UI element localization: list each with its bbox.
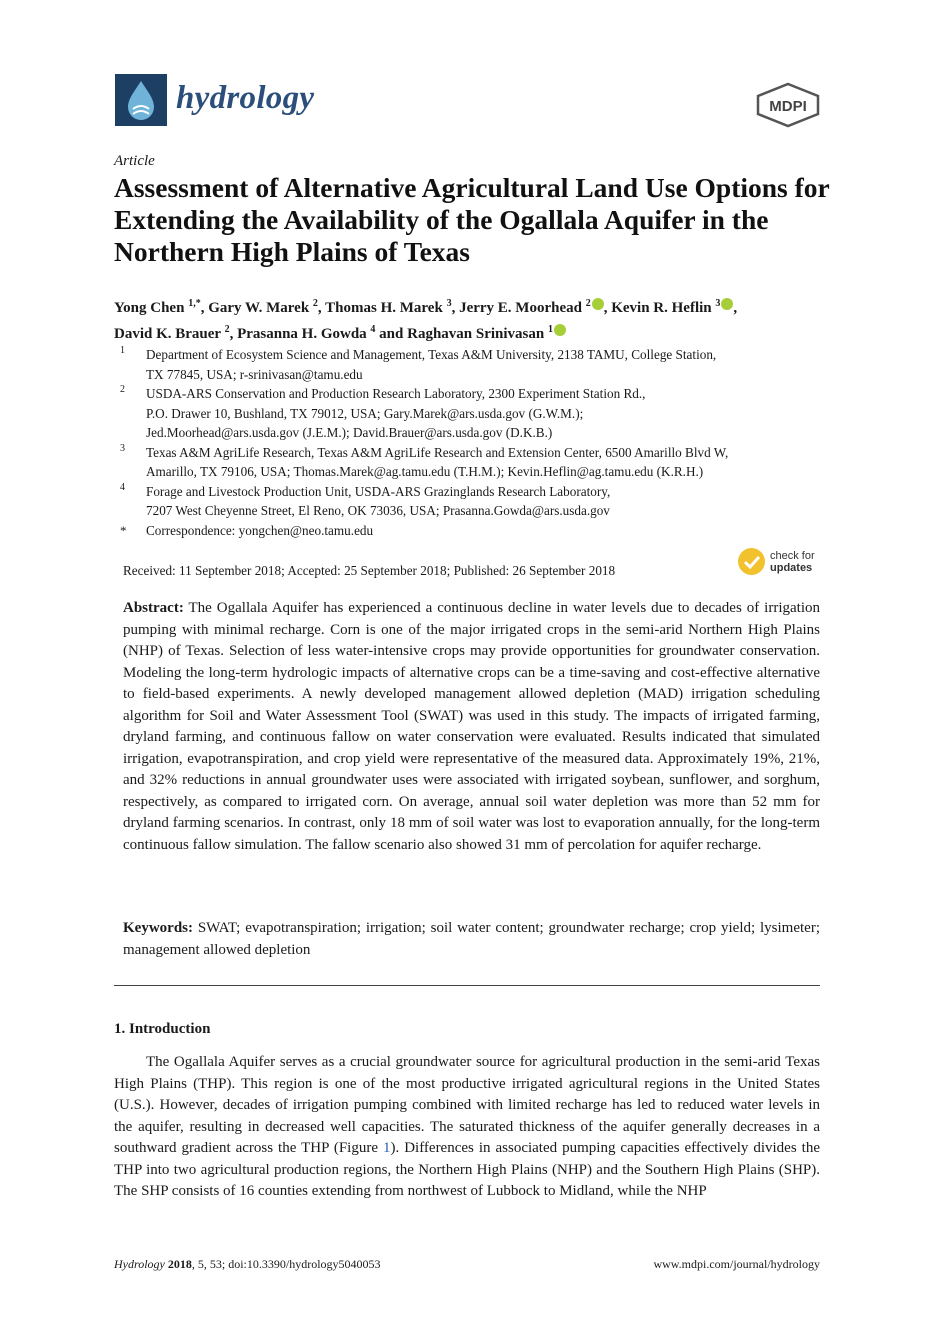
- affiliation-line: USDA-ARS Conservation and Production Research Laboratory, 2300 Experiment Station Rd.,: [146, 386, 646, 401]
- correspondence-line: Correspondence: yongchen@neo.tamu.edu: [146, 522, 374, 538]
- author-affil-ref: 3: [446, 298, 452, 309]
- footer-url[interactable]: www.mdpi.com/journal/hydrology: [653, 1257, 820, 1271]
- affiliation-item: [120, 482, 840, 521]
- correspondence-item: [120, 521, 840, 541]
- orcid-icon[interactable]: [554, 324, 566, 336]
- intro-text-cont: ). Differences in associated pumping capacities effectively divides the THP into two agricultural production regions, the Northern High Plains (NHP) and the Southern High Plains (SHP). The SHP consists of 16 counties extending from northwest of Lubbock to Midland, while the NHP: [114, 1140, 820, 1199]
- figure-link[interactable]: 1: [382, 1140, 391, 1156]
- author: Yong Chen: [114, 300, 185, 316]
- affiliation-line: TX 77845, USA; r-srinivasan@tamu.edu: [146, 366, 363, 382]
- intro-paragraph: [114, 1052, 820, 1203]
- author-affil-ref: 2: [224, 324, 230, 335]
- footer-year: 2018: [167, 1257, 192, 1271]
- journal-logo: [115, 74, 167, 126]
- section-divider: [114, 985, 820, 986]
- affiliation-item: [120, 443, 840, 482]
- orcid-icon[interactable]: [721, 298, 733, 310]
- abstract-text: The Ogallala Aquifer has experienced a continuous decline in water levels due to decades of irrigation pumping with minimal recharge. Corn is one of the major irrigated crops in the semi-arid Northern High Plains (NHP) of Texas. Selection of less water-intensive crops may provide opportunities for groundwater conservation. Modeling the long-term hydrologic impacts of alternative crops can be a time-saving and cost-effective alternative to field-based experiments. A newly developed management allowed depletion (MAD) irrigation scheduling algorithm for Soil and Water Assessment Tool (SWAT) was used in this study. The impacts of irrigated farming, dryland farming, and continuous fallow on water conservation were evaluated. Results indicated that simulated irrigation, evapotranspiration, and crop yield were representative of the measured data. Approximately 19%, 21%, and 32% reductions in annual groundwater uses were associated with irrigated soybean, sunflower, and sorghum, respectively, as compared to irrigated corn. On average, annual soil water depletion was more than 52 mm for dryland farming scenarios. In contrast, only 18 mm of soil water was lost to evaporation annually, for the long-term continuous fallow simulation. The fallow scenario also showed 31 mm of percolation for aquifer recharge.: [123, 600, 821, 853]
- keywords-label: Keywords:: [123, 920, 193, 936]
- abstract: [123, 598, 820, 856]
- author: Kevin R. Heflin: [611, 300, 712, 316]
- section-heading: 1. Introduction: [114, 1021, 211, 1037]
- affiliation-number: 4: [120, 481, 125, 493]
- author-affil-ref: 1: [547, 324, 553, 335]
- orcid-icon[interactable]: [592, 298, 604, 310]
- author: Gary W. Marek: [208, 300, 310, 316]
- author-list: Yong Chen $^{1,*}$, Gary W. Marek $^2$, Thomas H. Marek $^3$, Jerry E. Moorhead $^2$ , Kevin R. Heflin $^3$ , David K. Brauer $^2$, Prasanna H. Gowda $^4$ and Raghavan Srinivasan $^1$: [114, 298, 738, 342]
- publisher-name: MDPI: [769, 98, 807, 115]
- affiliation-line: Texas A&M AgriLife Research, Texas A&M AgriLife Research and Extension Center, 6500 Amarillo Blvd W,: [146, 444, 729, 460]
- abstract-label: Abstract:: [123, 600, 184, 616]
- check-updates-label-bold: updates: [770, 562, 813, 574]
- author-affil-ref: 4: [370, 324, 376, 335]
- author: David K. Brauer: [114, 326, 221, 342]
- article-title: Assessment of Alternative Agricultural Land Use Options for Extending the Availability of the Ogallala Aquifer in the Northern High Plains of Texas: [114, 172, 830, 267]
- footer-journal: Hydrology: [114, 1257, 165, 1271]
- affiliation-number: 3: [120, 442, 125, 454]
- affiliation-item: [120, 345, 840, 384]
- author: Thomas H. Marek: [325, 300, 443, 316]
- intro-text: The Ogallala Aquifer serves as a crucial groundwater source for agricultural production in the semi-arid Texas High Plains (THP). This region is one of the most productive irrigated agricultural regions in the United States (U.S.). However, decades of irrigation pumping combined with limited recharge has led to reduced water levels in the aquifer, resulting in decreased well capacities. The saturated thickness of the aquifer generally decreases in a southward gradient across the THP (Figure: [114, 1054, 820, 1156]
- affiliation-line: P.O. Drawer 10, Bushland, TX 79012, USA; Gary.Marek@ars.usda.gov (G.W.M.);: [146, 405, 584, 421]
- affiliation-number: 2: [120, 384, 125, 395]
- check-updates-icon: [738, 548, 765, 575]
- affiliation-line: Amarillo, TX 79106, USA; Thomas.Marek@ag.tamu.edu (T.H.M.); Kevin.Heflin@ag.tamu.edu (K.R.H.): [146, 464, 704, 479]
- affiliation-number: 1: [120, 345, 125, 356]
- author-affil-ref: 3: [715, 298, 721, 309]
- publication-dates: Received: 11 September 2018; Accepted: 25 September 2018; Published: 26 September 2018: [123, 563, 616, 578]
- affiliation-line: Forage and Livestock Production Unit, USDA-ARS Grazinglands Research Laboratory,: [146, 483, 611, 499]
- author: Raghavan Srinivasan: [407, 326, 545, 342]
- keywords: [123, 918, 820, 961]
- check-updates-label: check for: [770, 550, 815, 562]
- affiliation-line: 7207 West Cheyenne Street, El Reno, OK 73036, USA; Prasanna.Gowda@ars.usda.gov: [146, 503, 610, 518]
- footer-citation: [114, 1257, 381, 1272]
- affiliation-line: Department of Ecosystem Science and Management, Texas A&M University, 2138 TAMU, College Station,: [146, 347, 717, 362]
- water-drop-icon: [115, 74, 167, 126]
- affiliations: [120, 345, 840, 540]
- keywords-text: SWAT; evapotranspiration; irrigation; soil water content; groundwater recharge; crop yield; lysimeter; management allowed depletion: [123, 920, 820, 958]
- author: Jerry E. Moorhead: [459, 300, 582, 316]
- correspondence-marker: *: [120, 522, 127, 538]
- author: Prasanna H. Gowda: [237, 326, 367, 342]
- author-affil-ref: 2: [312, 298, 318, 309]
- affiliation-line: Jed.Moorhead@ars.usda.gov (J.E.M.); David.Brauer@ars.usda.gov (D.K.B.): [146, 425, 553, 440]
- article-type: Article: [114, 153, 155, 169]
- author-affil-ref: 2: [585, 298, 591, 309]
- journal-name: hydrology: [176, 80, 315, 116]
- footer-doi: , 5, 53; doi:10.3390/hydrology5040053: [191, 1257, 381, 1271]
- check-for-updates-button[interactable]: [738, 548, 828, 580]
- author-affil-ref: 1,*: [188, 298, 201, 309]
- mdpi-logo: [754, 82, 822, 128]
- affiliation-item: [120, 384, 840, 443]
